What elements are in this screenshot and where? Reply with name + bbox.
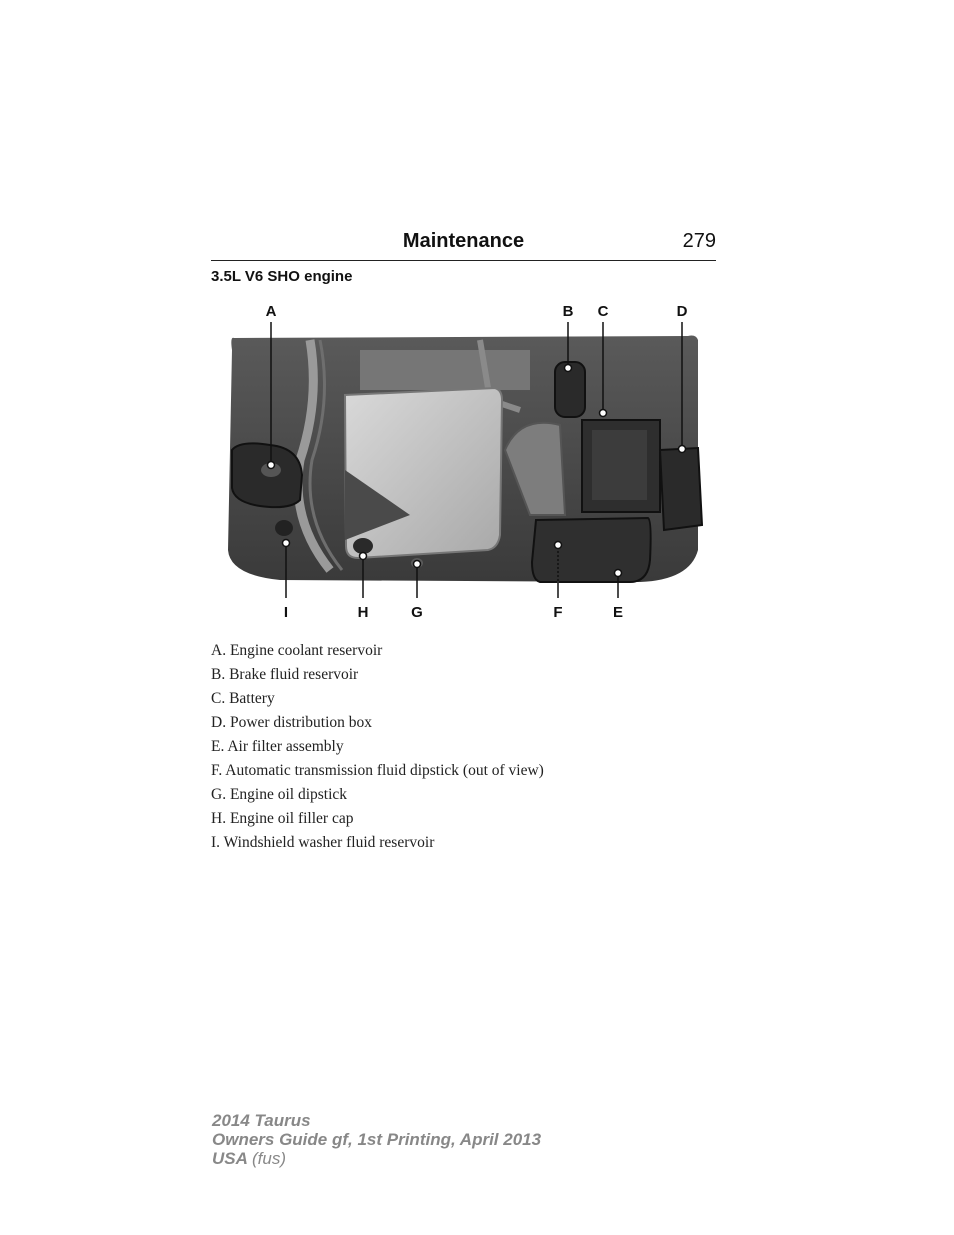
callout-d: D xyxy=(676,303,688,320)
callout-a: A xyxy=(265,303,277,320)
legend-item: I. Windshield washer fluid reservoir xyxy=(211,834,435,851)
legend-item: G. Engine oil dipstick xyxy=(211,786,348,803)
callout-h: H xyxy=(357,604,369,621)
engine-subtitle: 3.5L V6 SHO engine xyxy=(211,268,353,285)
callout-c: C xyxy=(597,303,609,320)
legend-item: E. Air filter assembly xyxy=(211,738,344,755)
footer-model: 2014 Taurus xyxy=(212,1111,311,1130)
legend-item: F. Automatic transmission fluid dipstick (out of view) xyxy=(211,762,544,779)
page-number: 279 xyxy=(682,230,716,252)
page-footer xyxy=(212,1111,541,1168)
callout-i: I xyxy=(283,604,289,621)
callout-f: F xyxy=(553,604,563,621)
section-title: Maintenance xyxy=(402,230,525,252)
callout-e: E xyxy=(612,604,623,621)
legend-item: A. Engine coolant reservoir xyxy=(211,642,383,659)
page-header xyxy=(211,228,716,261)
footer-country: USA xyxy=(212,1149,248,1168)
footer-market xyxy=(212,1149,541,1168)
component-legend xyxy=(211,640,544,856)
legend-item: D. Power distribution box xyxy=(211,714,373,731)
footer-edition: Owners Guide gf, 1st Printing, April 2013 xyxy=(212,1130,542,1149)
engine-compartment-illustration xyxy=(220,300,710,625)
footer-code: (fus) xyxy=(252,1149,286,1168)
callout-b: B xyxy=(562,303,574,320)
legend-item: C. Battery xyxy=(211,690,275,707)
legend-item: H. Engine oil filler cap xyxy=(211,810,354,827)
callout-g: G xyxy=(411,604,423,621)
legend-item: B. Brake fluid reservoir xyxy=(211,666,359,683)
engine-bay-drawing xyxy=(220,300,710,625)
